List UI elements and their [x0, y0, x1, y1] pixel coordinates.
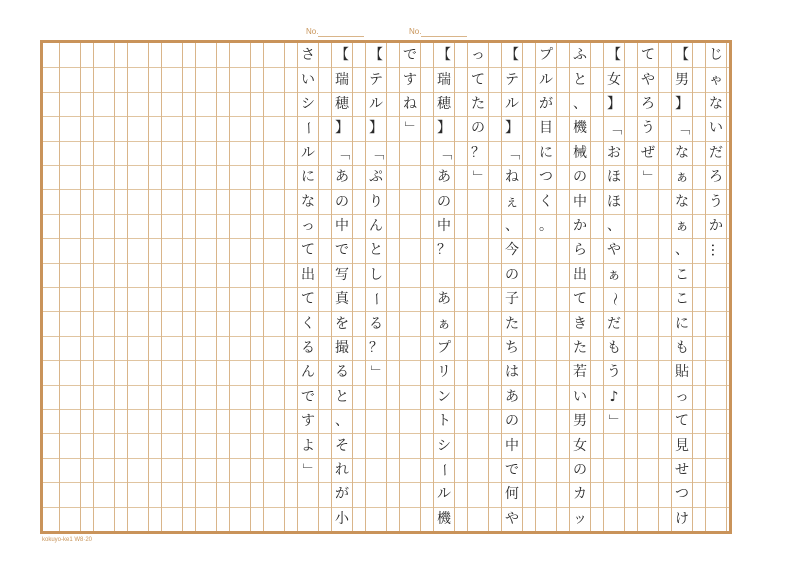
manuscript-character: て [471, 71, 485, 88]
manuscript-character: つ [539, 169, 553, 186]
manuscript-character: 械 [573, 144, 587, 161]
paper-code: kokuyo-ke1 W8·20 [42, 537, 93, 543]
manuscript-character: な [675, 144, 689, 161]
manuscript-character: の [471, 120, 485, 137]
manuscript-character: 】 [335, 120, 349, 137]
manuscript-character: 「 [368, 145, 384, 160]
manuscript-character: と [335, 388, 349, 405]
manuscript-character: の [505, 413, 519, 430]
manuscript-character: 中 [505, 437, 519, 454]
manuscript-column [263, 43, 285, 531]
manuscript-character: ♪ [609, 388, 619, 405]
manuscript-character: て [301, 291, 315, 308]
manuscript-character: 機 [573, 120, 587, 137]
manuscript-character: ッ [573, 510, 587, 527]
manuscript-character: 】 [607, 96, 621, 112]
manuscript-character: よ [301, 437, 315, 454]
manuscript-character: 中 [437, 218, 451, 234]
manuscript-character: ル [301, 144, 315, 161]
manuscript-character: も [607, 340, 621, 356]
manuscript-character: あ [505, 388, 519, 405]
manuscript-character: 。 [539, 218, 553, 234]
manuscript-character: は [505, 364, 519, 381]
manuscript-character: き [573, 315, 587, 332]
manuscript-character: で [301, 388, 315, 405]
manuscript-character: 、 [505, 218, 519, 234]
manuscript-character: れ [335, 462, 349, 478]
manuscript-character: っ [471, 47, 485, 64]
manuscript-character: 中 [573, 193, 587, 210]
manuscript-character: な [301, 193, 315, 210]
manuscript-character: く [539, 193, 553, 210]
manuscript-character: ル [369, 96, 383, 112]
manuscript-character: な [709, 96, 723, 112]
manuscript-character: だ [607, 315, 621, 332]
manuscript-character: テ [505, 71, 519, 88]
manuscript-character: ル [437, 486, 451, 503]
manuscript-character: ぁ [437, 315, 451, 332]
manuscript-character: て [675, 413, 689, 430]
manuscript-column [433, 43, 455, 531]
manuscript-character: 撮 [335, 340, 349, 356]
manuscript-character: か [709, 218, 723, 234]
manuscript-column [195, 43, 217, 531]
manuscript-character: 「 [436, 145, 452, 160]
manuscript-character: ん [369, 218, 383, 234]
manuscript-character: ？ [437, 242, 451, 259]
manuscript-column [161, 43, 183, 531]
manuscript-character: に [539, 144, 553, 161]
manuscript-sheet [40, 40, 732, 534]
manuscript-character: 今 [505, 242, 519, 259]
manuscript-character: 【 [505, 47, 519, 64]
manuscript-character: う [641, 120, 655, 137]
manuscript-character: さ [301, 47, 315, 64]
manuscript-character: ル [539, 71, 553, 88]
number-line-left [318, 36, 364, 37]
manuscript-character: な [675, 193, 689, 210]
manuscript-character: 瑞 [335, 71, 349, 88]
manuscript-character: 女 [573, 437, 587, 454]
manuscript-character: 【 [675, 47, 689, 64]
manuscript-character: や [641, 71, 655, 88]
number-label-right: No. [409, 27, 422, 36]
manuscript-character: 」 [402, 121, 418, 136]
manuscript-character: 「 [606, 121, 622, 136]
manuscript-character: ち [505, 340, 519, 356]
manuscript-character: が [335, 486, 349, 503]
manuscript-character: ぁ [675, 169, 689, 186]
manuscript-column [637, 43, 659, 531]
manuscript-character: 出 [301, 266, 315, 283]
manuscript-character: 」 [470, 170, 486, 185]
manuscript-character: 「 [674, 121, 690, 136]
manuscript-character: ほ [607, 193, 621, 210]
manuscript-character: う [709, 193, 723, 210]
manuscript-character: つ [675, 486, 689, 503]
manuscript-character: 】 [369, 120, 383, 137]
manuscript-character: テ [369, 71, 383, 88]
manuscript-character: 子 [505, 291, 519, 308]
manuscript-character: ？ [471, 144, 485, 161]
manuscript-column [59, 43, 81, 531]
manuscript-character: 【 [437, 47, 451, 64]
manuscript-character: 】 [675, 96, 689, 112]
manuscript-character: 、 [335, 413, 349, 430]
manuscript-column [93, 43, 115, 531]
manuscript-character: 、 [573, 96, 587, 112]
manuscript-character: る [301, 340, 315, 356]
manuscript-character: 〜 [606, 292, 622, 307]
manuscript-character: ー [300, 121, 316, 136]
manuscript-character: じ [709, 47, 723, 64]
manuscript-column [501, 43, 523, 531]
manuscript-character: ？ [369, 340, 383, 356]
manuscript-character: り [369, 193, 383, 210]
manuscript-character: っ [675, 388, 689, 405]
manuscript-character: 写 [335, 266, 349, 283]
manuscript-character: で [403, 47, 417, 64]
manuscript-character: 機 [437, 510, 451, 527]
manuscript-character: 若 [573, 364, 587, 381]
manuscript-character: ね [403, 96, 417, 112]
manuscript-character: い [301, 71, 315, 88]
manuscript-character: お [607, 144, 621, 161]
manuscript-character: 女 [607, 71, 621, 88]
manuscript-character: 「 [504, 145, 520, 160]
manuscript-character: も [675, 340, 689, 356]
manuscript-character: に [301, 169, 315, 186]
number-label-left: No. [306, 27, 319, 36]
manuscript-character: 中 [335, 218, 349, 234]
manuscript-column [569, 43, 591, 531]
manuscript-character: 小 [335, 510, 349, 527]
manuscript-character: す [403, 71, 417, 88]
manuscript-character: リ [437, 364, 451, 381]
manuscript-character: る [369, 315, 383, 332]
manuscript-character: 瑞 [437, 71, 451, 88]
manuscript-character: 】 [437, 120, 451, 137]
manuscript-character: あ [437, 169, 451, 186]
manuscript-character: て [573, 291, 587, 308]
manuscript-character: い [573, 388, 587, 405]
manuscript-character: 【 [369, 47, 383, 64]
manuscript-character: ト [437, 413, 451, 430]
manuscript-column [127, 43, 149, 531]
manuscript-column [467, 43, 489, 531]
manuscript-character: で [505, 462, 519, 478]
manuscript-character: あ [335, 169, 349, 186]
manuscript-character: シ [301, 96, 315, 112]
manuscript-character: 、 [675, 242, 689, 259]
manuscript-column [705, 43, 727, 531]
manuscript-character: の [573, 169, 587, 186]
manuscript-character: す [301, 413, 315, 430]
manuscript-character: ふ [573, 47, 587, 64]
manuscript-character: い [709, 120, 723, 137]
manuscript-character: ろ [709, 169, 723, 186]
manuscript-character: そ [335, 437, 349, 454]
manuscript-character: 、 [607, 218, 621, 234]
manuscript-character: ル [505, 96, 519, 112]
manuscript-character: カ [573, 486, 587, 503]
manuscript-character: ン [437, 388, 451, 405]
manuscript-character: … [708, 243, 724, 258]
manuscript-character: で [335, 242, 349, 259]
manuscript-character [433, 267, 455, 283]
manuscript-character: 「 [334, 145, 350, 160]
manuscript-column [365, 43, 387, 531]
manuscript-column [331, 43, 353, 531]
manuscript-character: と [369, 242, 383, 259]
manuscript-character: や [505, 510, 519, 527]
manuscript-character: た [573, 340, 587, 356]
manuscript-character: ゃ [709, 71, 723, 88]
manuscript-character: 男 [573, 413, 587, 430]
manuscript-character: か [573, 218, 587, 234]
manuscript-character: う [607, 364, 621, 381]
manuscript-character: の [335, 193, 349, 210]
manuscript-character: 出 [573, 266, 587, 283]
manuscript-character: の [505, 266, 519, 283]
manuscript-character: け [675, 510, 689, 527]
manuscript-character: 」 [368, 365, 384, 380]
number-line-right [421, 36, 467, 37]
manuscript-character: ぁ [607, 266, 621, 283]
manuscript-character: が [539, 96, 553, 112]
manuscript-character: あ [437, 291, 451, 308]
manuscript-character: 何 [505, 486, 519, 503]
manuscript-character: て [641, 47, 655, 64]
manuscript-character: プ [437, 340, 451, 356]
manuscript-character: ー [436, 463, 452, 477]
manuscript-character: た [505, 315, 519, 332]
manuscript-character: ぜ [641, 144, 655, 161]
manuscript-character: を [335, 315, 349, 332]
manuscript-character: だ [709, 144, 723, 161]
manuscript-character: 【 [607, 47, 621, 64]
manuscript-character: ら [573, 242, 587, 259]
manuscript-character: 男 [675, 71, 689, 88]
manuscript-column [229, 43, 251, 531]
manuscript-character: や [607, 242, 621, 259]
manuscript-character: ー [368, 292, 384, 307]
manuscript-character: こ [675, 291, 689, 308]
manuscript-character: く [301, 315, 315, 332]
manuscript-character: 真 [335, 291, 349, 308]
manuscript-character: ん [301, 364, 315, 381]
manuscript-character: っ [301, 218, 315, 234]
manuscript-character: し [369, 266, 383, 283]
manuscript-column [535, 43, 557, 531]
manuscript-character: 目 [539, 120, 553, 137]
manuscript-character: ぷ [369, 169, 383, 186]
manuscript-character: 穂 [437, 96, 451, 112]
manuscript-character: 」 [640, 170, 656, 185]
manuscript-character: ぁ [675, 218, 689, 234]
manuscript-character: せ [675, 462, 689, 478]
manuscript-character: 】 [505, 120, 519, 137]
manuscript-character: の [573, 462, 587, 478]
manuscript-character: て [301, 242, 315, 259]
manuscript-character: 【 [335, 47, 349, 64]
manuscript-character: の [437, 193, 451, 210]
manuscript-character: 穂 [335, 96, 349, 112]
manuscript-character: プ [539, 47, 553, 64]
manuscript-character: た [471, 96, 485, 112]
manuscript-character: 見 [675, 437, 689, 454]
manuscript-character: 貼 [675, 364, 689, 381]
manuscript-character: ほ [607, 169, 621, 186]
manuscript-character: に [675, 315, 689, 332]
manuscript-character: ね [505, 169, 519, 186]
manuscript-character: シ [437, 437, 451, 454]
manuscript-character: る [335, 364, 349, 381]
manuscript-character: ろ [641, 96, 655, 112]
manuscript-character: 」 [606, 414, 622, 429]
manuscript-character: と [573, 71, 587, 88]
manuscript-character: 」 [300, 463, 316, 477]
manuscript-character: ぇ [505, 193, 519, 210]
manuscript-character: こ [675, 266, 689, 283]
